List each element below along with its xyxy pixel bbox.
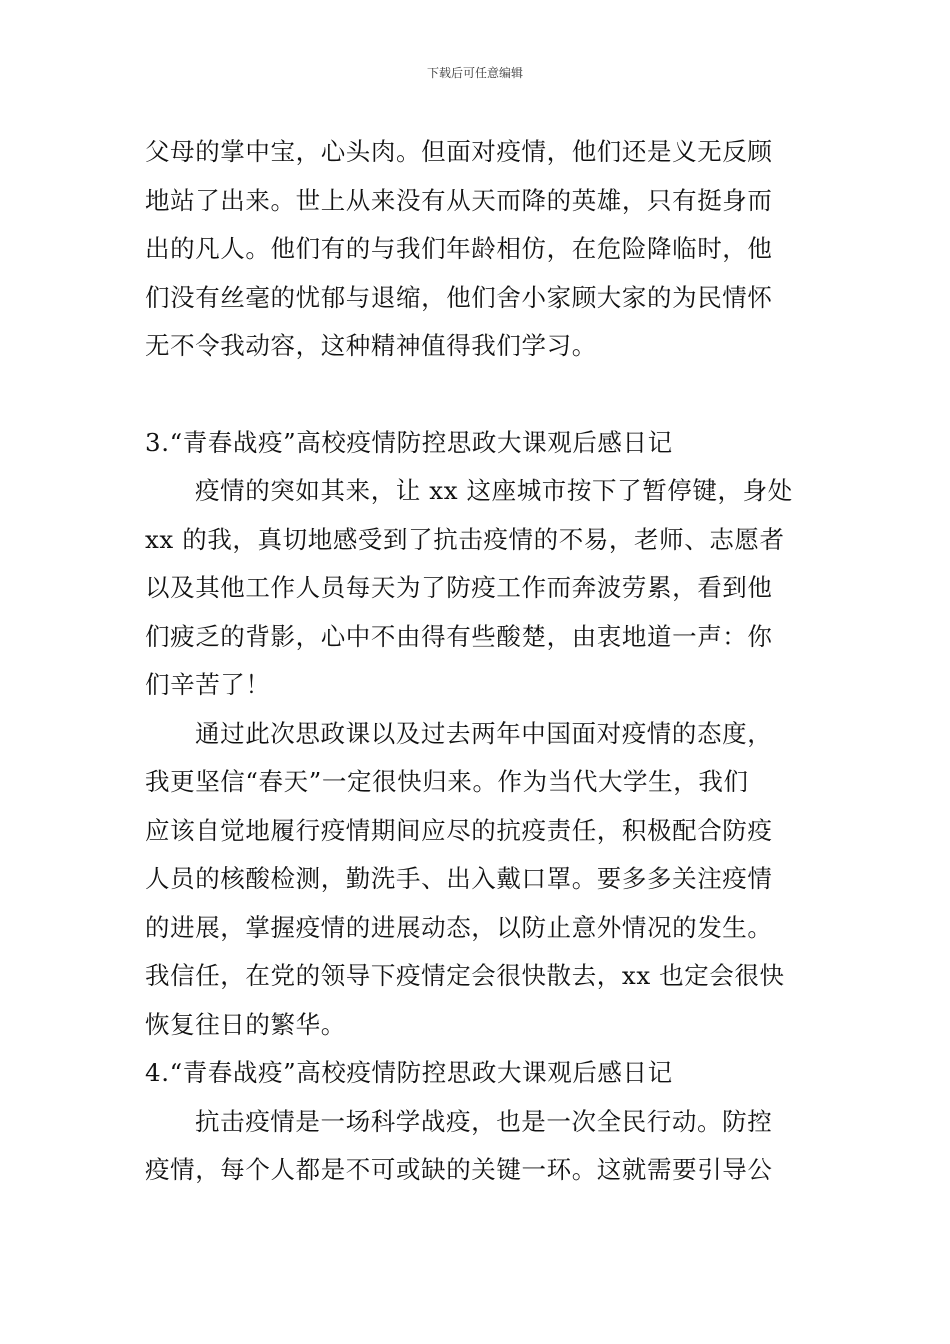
text-line: 父母的掌中宝，心头肉。但面对疫情，他们还是义无反顾 [145, 137, 773, 166]
section-heading: 4.“青春战疫”高校疫情防控思政大课观后感日记 [145, 1058, 673, 1087]
text-line: 以及其他工作人员每天为了防疫工作而奔波劳累，看到他 [145, 573, 773, 602]
text-line: 们没有丝毫的忧郁与退缩，他们舍小家顾大家的为民情怀 [145, 282, 773, 312]
text-line: 通过此次思政课以及过去两年中国面对疫情的态度， [195, 718, 773, 748]
text-line: 们辛苦了！ [145, 670, 271, 699]
text-line: 疫情的突如其来，让 xx 这座城市按下了暂停键，身处 [195, 476, 793, 505]
text-line: 出的凡人。他们有的与我们年龄相仿，在危险降临时，他 [145, 234, 773, 263]
text-line: 恢复往日的繁华。 [145, 1009, 346, 1039]
paragraph [145, 467, 810, 710]
text-line: 无不令我动容，这种精神值得我们学习。 [145, 331, 597, 360]
section-gap [145, 371, 810, 419]
text-line: 们疲乏的背影，心中不由得有些酸楚，由衷地道一声：你 [145, 621, 773, 651]
text-line: 疫情，每个人都是不可或缺的关键一环。这就需要引导公 [145, 1155, 773, 1184]
text-line: 我更坚信“春天”一定很快归来。作为当代大学生，我们 [145, 767, 749, 796]
text-line: xx 的我，真切地感受到了抗击疫情的不易，老师、志愿者 [145, 524, 785, 554]
paragraph [145, 1098, 810, 1195]
section-heading: 3.“青春战疫”高校疫情防控思政大课观后感日记 [145, 427, 673, 457]
page-header: 下载后可任意编辑 [426, 66, 523, 80]
text-line: 地站了出来。世上从来没有从天而降的英雄，只有挺身而 [145, 185, 773, 215]
text-line: 我信任，在党的领导下疫情定会很快散去，xx 也定会很快 [145, 961, 785, 990]
text-line: 抗击疫情是一场科学战疫，也是一次全民行动。防控 [195, 1106, 773, 1136]
text-line: 人员的核酸检测，勤洗手、出入戴口罩。要多多关注疫情 [145, 864, 773, 893]
paragraph [145, 710, 810, 1050]
text-line: 的进展，掌握疫情的进展动态，以防止意外情况的发生。 [145, 912, 773, 942]
paragraph [145, 128, 810, 371]
text-line: 应该自觉地履行疫情期间应尽的抗疫责任，积极配合防疫 [145, 815, 773, 845]
document-body [145, 128, 810, 1195]
